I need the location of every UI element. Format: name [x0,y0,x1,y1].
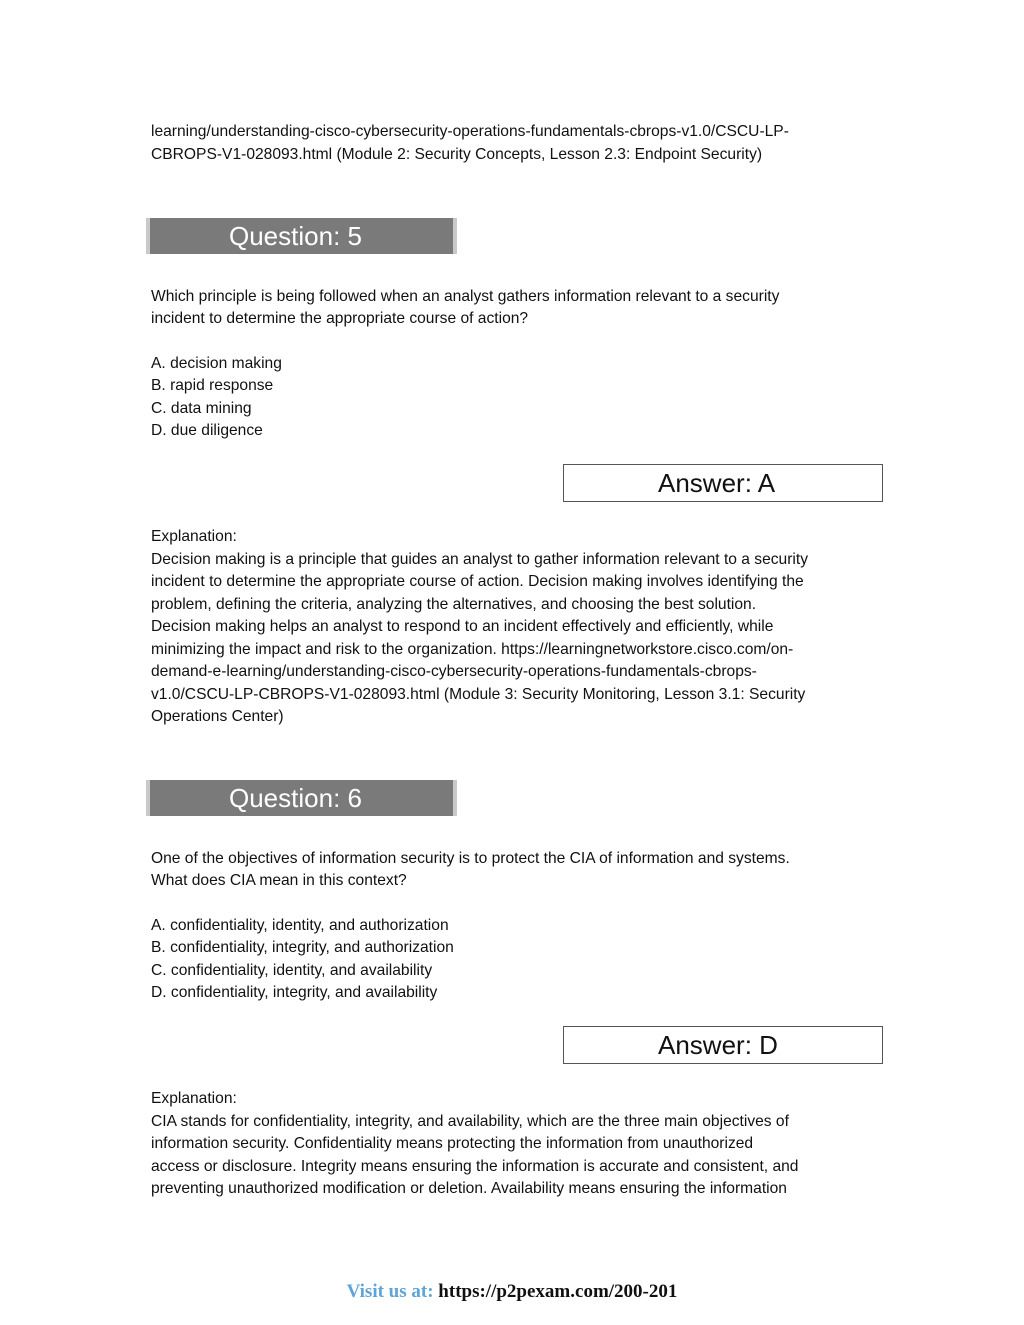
explanation-line: preventing unauthorized modification or deletion. Availability means ensuring the information [151,1180,787,1197]
explanation-line: demand-e-learning/understanding-cisco-cybersecurity-operations-fundamentals-cbrops- [151,663,757,680]
explanation-line: Decision making helps an analyst to respond to an incident effectively and efficiently, while [151,618,774,635]
reference-line: CBROPS-V1-028093.html (Module 2: Security Concepts, Lesson 2.3: Endpoint Security) [151,146,763,163]
answer-box [563,464,883,502]
explanation-label: Explanation: [151,1090,237,1107]
explanation-line: CIA stands for confidentiality, integrity, and availability, which are the three main objectives of [151,1113,789,1130]
answer-label: Answer: A [658,468,776,498]
answer-option: B. confidentiality, integrity, and authorization [151,939,454,956]
question-prompt-line: What does CIA mean in this context? [151,872,407,889]
footer-visit-label: Visit us at: [346,1281,434,1302]
question-prompt-line: One of the objectives of information security is to protect the CIA of information and systems. [151,850,790,867]
reference-line: learning/understanding-cisco-cybersecurity-operations-fundamentals-cbrops-v1.0/CSCU-LP- [151,123,789,140]
question-prompt-line: incident to determine the appropriate course of action? [151,310,529,327]
explanation-line: problem, defining the criteria, analyzing the alternatives, and choosing the best solution. [151,596,757,613]
explanation-line: minimizing the impact and risk to the organization. https://learningnetworkstore.cisco.com/on- [151,641,794,658]
answer-option: D. due diligence [151,422,263,439]
footer-url-link[interactable]: https://p2pexam.com/200-201 [438,1281,678,1302]
question-heading: Question: 5 [229,221,362,251]
explanation-line: incident to determine the appropriate course of action. Decision making involves identifying the [151,573,804,590]
question-heading-bar [146,218,457,254]
question-heading-bar [146,780,457,816]
answer-option: B. rapid response [151,377,274,394]
answer-option: A. decision making [151,355,282,372]
question-prompt-line: Which principle is being followed when an analyst gathers information relevant to a security [151,288,780,305]
explanation-line: information security. Confidentiality means protecting the information from unauthorized [151,1135,754,1152]
answer-label: Answer: D [658,1030,778,1060]
answer-option: C. confidentiality, identity, and availability [151,962,433,979]
answer-option: C. data mining [151,400,252,417]
explanation-line: v1.0/CSCU-LP-CBROPS-V1-028093.html (Module 3: Security Monitoring, Lesson 3.1: Security [151,686,806,703]
question-heading: Question: 6 [229,783,362,813]
answer-box [563,1026,883,1064]
explanation-label: Explanation: [151,528,237,545]
explanation-line: access or disclosure. Integrity means ensuring the information is accurate and consistent, and [151,1158,799,1175]
answer-option: D. confidentiality, integrity, and availability [151,984,438,1001]
page-footer [0,1281,1024,1303]
answer-option: A. confidentiality, identity, and authorization [151,917,449,934]
explanation-line: Decision making is a principle that guides an analyst to gather information relevant to a security [151,551,809,568]
explanation-line: Operations Center) [151,708,284,725]
